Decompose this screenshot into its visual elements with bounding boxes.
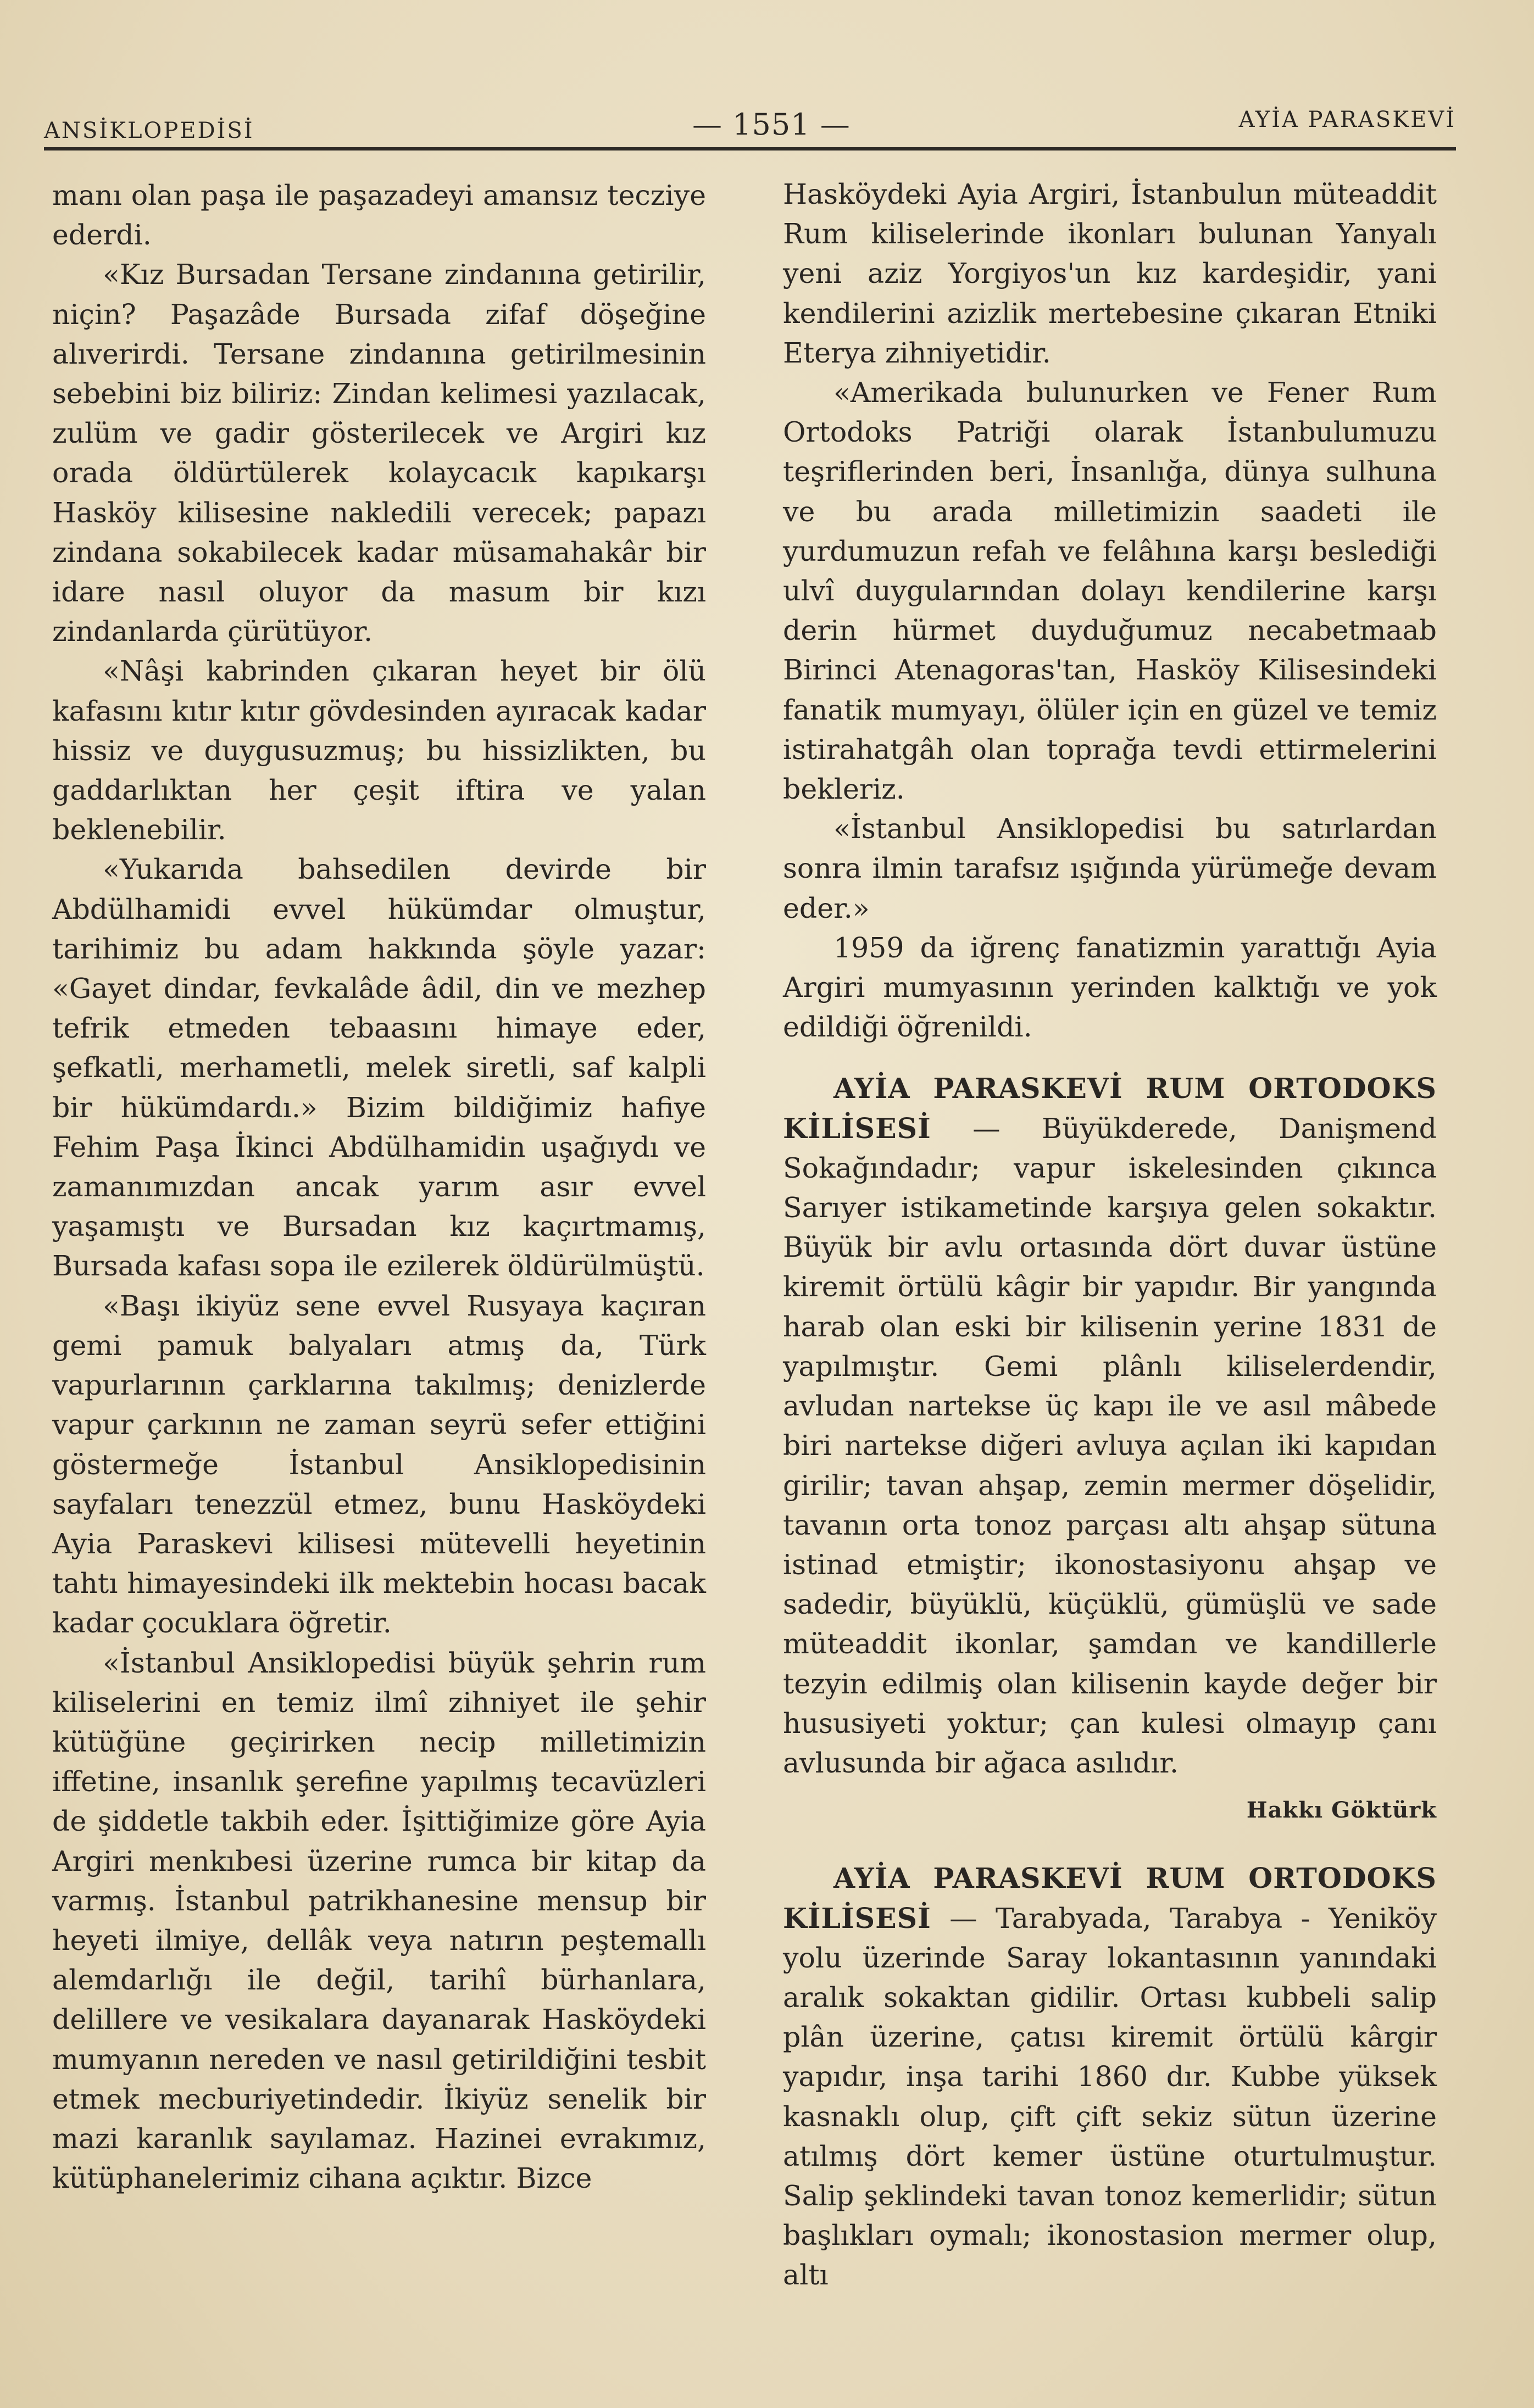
entry-paragraph [783,1069,1437,1783]
header-right-title: AYİA PARASKEVİ [1238,107,1456,132]
paragraph: «İstanbul Ansiklopedisi bu satırlardan sonra ilmin tarafsız ışığında yürümeğe devam eder.» [783,812,1437,924]
paragraph: manı olan paşa ile paşazadeyi amansız tecziye ederdi. [52,179,706,252]
entry-paragraph [783,1859,1437,2295]
header-rule [44,147,1456,150]
left-column [52,176,706,2198]
paragraph: Hasköydeki Ayia Argiri, İstanbulun müteaddit Rum kiliselerinde ikonları bulunan Yanyalı yeni aziz Yorgiyos'un kız kardeşidir, yani kendilerini azizlik mertebesine çıkaran Etniki Eterya zihniyetidir. [783,178,1437,369]
paragraph: «Kız Bursadan Tersane zindanına getirilir, niçin? Paşazâde Bursada zifaf döşeğine alıverirdi. Tersane zindanına getirilmesinin sebebini biz biliriz: Zindan kelimesi yazılacak, zulüm ve gadir gösterilecek ve Argiri kız orada öldürtülerek kolaycacık kapıkarşı Hasköy kilisesine nakledili verecek; papazı zindana sokabilecek kadar müsamahakâr bir idare nasıl oluyor da masum bir kızı zindanlarda çürütüyor. [52,258,706,648]
spacer [783,1047,1437,1069]
header-left-title: ANSİKLOPEDİSİ [44,118,254,143]
paragraph: «Başı ikiyüz sene evvel Rusyaya kaçıran gemi pamuk balyaları atmış da, Türk vapurlarının çarklarına takılmış; denizlerde vapur çarkının ne zaman seyrü sefer ettiğini göstermeğe İstanbul Ansiklopedisinin sayfaları tenezzül etmez, bunu Hasköydeki Ayia Paraskevi kilisesi mütevelli heyetinin tahtı himayesindeki ilk mektebin hocası bacak kadar çocuklara öğretir. [52,1289,706,1640]
paragraph: 1959 da iğrenç fanatizmin yarattığı Ayia Argiri mumyasının yerinden kalktığı ve yok edildiği öğrenildi. [783,931,1437,1044]
author-signature: Hakkı Göktürk [1246,1797,1437,1824]
entry-text: — Tarabyada, Tarabya - Yeniköy yolu üzerinde Saray lokantasının yanındaki aralık sokaktan gidilir. Ortası kubbeli salip plân üzerine, çatısı kiremit örtülü kârgir yapıdır, inşa tarihi 1860 dır. Kubbe yüksek kasnaklı olup, çift çift sekiz sütun üzerine atılmış dört kemer üstüne oturtulmuştur. Salip şeklindeki tavan tonoz kemerlidir; sütun başlıkları oymalı; ikonostasion mermer olup, altı [783,1902,1437,2292]
paragraph: «Nâşi kabrinden çıkaran heyet bir ölü kafasını kıtır kıtır gövdesinden ayıracak kadar hissiz ve duygusuzmuş; bu hissizlikten, bu gaddarlıktan her çeşit iftira ve yalan beklenebilir. [52,655,706,846]
paragraph: «İstanbul Ansiklopedisi büyük şehrin rum kiliselerini en temiz ilmî zihniyet ile şehir kütüğüne geçirirken necip milletimizin iffetine, insanlık şerefine yapılmış tecavüzleri de şiddetle takbih eder. İşittiğimize göre Ayia Argiri menkıbesi üzerine rumca bir kitap da varmış. İstanbul patrikhanesine mensup bir heyeti ilmiye, dellâk veya natırın peştemallı alemdarlığı ile değil, tarihî bürhanlara, delillere ve vesikalara dayanarak Hasköydeki mumyanın nereden ve nasıl getirildiğini tesbit etmek mecburiyetindedir. İkiyüz senelik bir mazi karanlık sayılamaz. Hazinei evrakımız, kütüphanelerimiz cihana açıktır. Bizce [52,1646,706,2195]
paragraph: «Yukarıda bahsedilen devirde bir Abdülhamidi evvel hükümdar olmuştur, tarihimiz bu adam hakkında şöyle yazar: «Gayet dindar, fevkalâde âdil, din ve mezhep tefrik etmeden tebaasını himaye eder, şefkatli, merhametli, melek siretli, saf kalpli bir hükümdardı.» Bizim bildiğimiz hafiye Fehim Paşa İkinci Abdülhamidin uşağıydı ve zamanımızdan ancak yarım asır evvel yaşamıştı ve Bursadan kız kaçırtmamış, Bursada kafası sopa ile ezilerek öldürülmüştü. [52,853,706,1283]
entry-title: AYİA PARASKEVİ RUM ORTODOKS KİLİSESİ [783,1072,1437,1145]
right-column [783,175,1437,2295]
running-header [44,107,1456,146]
page-number: — 1551 — [692,107,851,142]
entry-title: AYİA PARASKEVİ RUM ORTODOKS KİLİSESİ [783,1862,1437,1935]
entry-text: — Büyükderede, Danişmend Sokağındadır; vapur iskelesinden çıkınca Sarıyer istikametinde karşıya gelen sokaktır. Büyük bir avlu ortasında dört duvar üstüne kiremit örtülü kâgir bir yapıdır. Bir yangında harab olan eski bir kilisenin yerine 1831 de yapılmıştır. Gemi plânlı kiliselerdendir, avludan nartekse üç kapı ile ve asıl mâbede biri nartekse diğeri avluya açılan iki kapıdan girilir; tavan ahşap, zemin mermer döşelidir, tavanın orta tonoz parçası altı ahşap sütuna istinad etmiştir; ikonostasiyonu ahşap ve sadedir, büyüklü, küçüklü, gümüşlü ve sade müteaddit ikonlar, şamdan ve kandillerle tezyin edilmiş olan kilisenin kayde değer bir hususiyeti yoktur; çan kulesi olmayıp çanı avlusunda bir ağaca asılıdır. [783,1112,1437,1779]
paragraph: «Amerikada bulunurken ve Fener Rum Ortodoks Patriği olarak İstanbulumuzu teşriflerinden beri, İnsanlığa, dünya sulhuna ve bu arada milletimizin saadeti ile yurdumuzun refah ve felâhına karşı beslediği ulvî duygularından dolayı kendilerine karşı derin hürmet duyduğumuz necabetmaab Birinci Atenagoras'tan, Hasköy Kilisesindeki fanatik mumyayı, ölüler için en güzel ve temiz istirahatgâh olan toprağa tevdi ettirmelerini bekleriz. [783,376,1437,806]
